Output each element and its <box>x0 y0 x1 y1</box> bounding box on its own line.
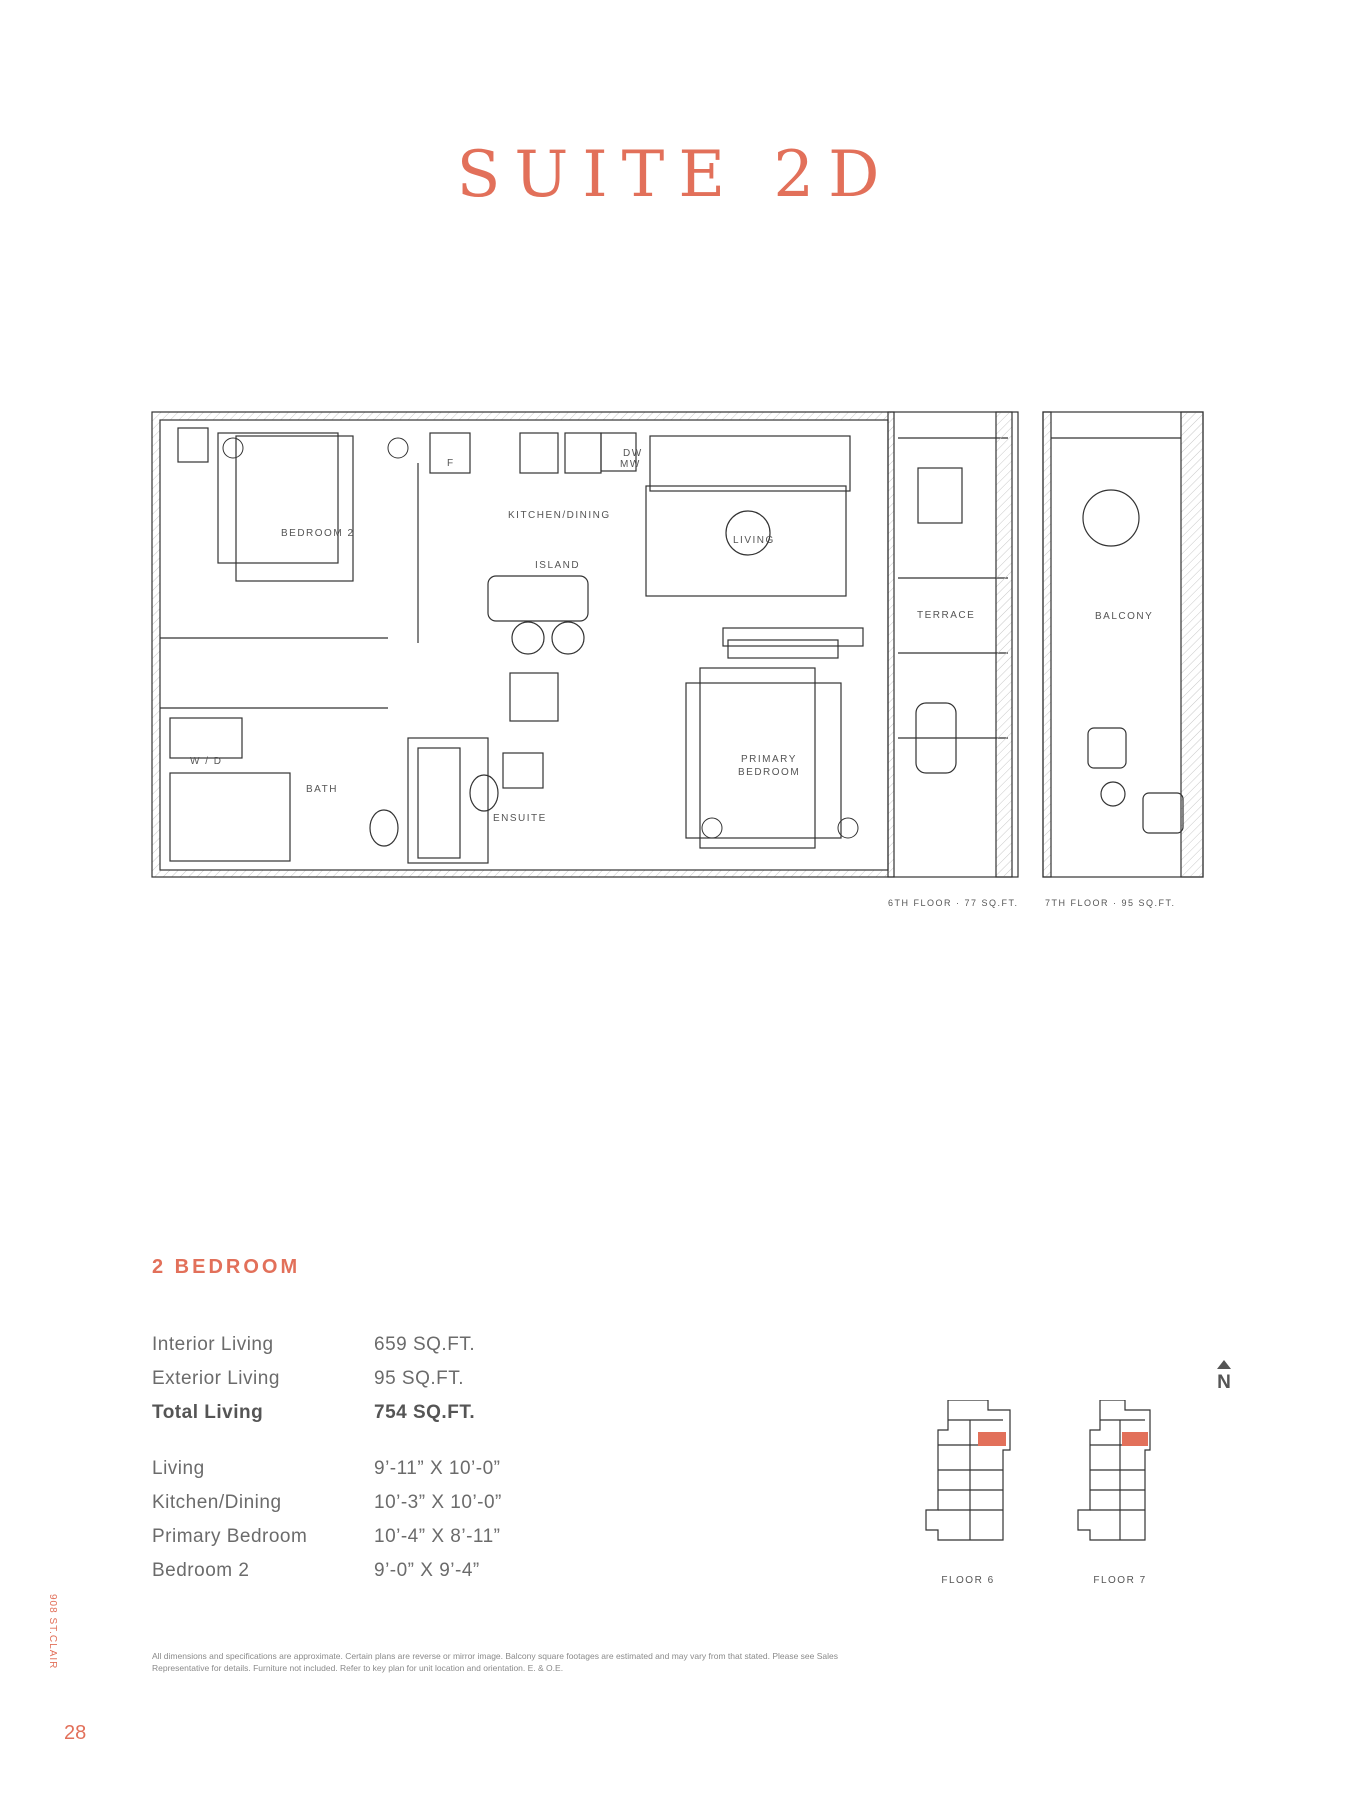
room-label-primary-2: BEDROOM <box>738 767 801 778</box>
room-label-bath: BATH <box>306 784 338 795</box>
spec-value: 659 SQ.FT. <box>374 1334 476 1355</box>
room-dim-value: 10’-4” X 8’-11” <box>374 1526 501 1547</box>
appliance-mw: MW <box>620 459 641 470</box>
room-label-primary-1: PRIMARY <box>741 754 797 765</box>
page-title: SUITE 2D <box>456 138 894 212</box>
room-label-island: ISLAND <box>535 560 581 571</box>
room-dim-label: Primary Bedroom <box>152 1526 308 1547</box>
keyplan-label-floor7: FLOOR 7 <box>1093 1575 1147 1586</box>
spec-label: Exterior Living <box>152 1368 280 1389</box>
room-dim-label: Living <box>152 1458 205 1479</box>
spec-value: 95 SQ.FT. <box>374 1368 465 1389</box>
appliance-fridge: F <box>447 458 455 469</box>
disclaimer: All dimensions and specifications are approximate. Certain plans are reverse or mirror image. Balcony square footages are estimated and may vary from that stated. Please see Sales Representative for details. Furniture not included. Refer to key plan for unit location and orientation. E. & O.E. <box>152 1651 839 1673</box>
spec-value: 754 SQ.FT. <box>374 1402 476 1423</box>
project-name-vertical: 908 ST.CLAIR <box>47 1594 58 1670</box>
page-number: 28 <box>64 1722 87 1744</box>
room-label-ensuite: ENSUITE <box>493 813 547 824</box>
room-dim-value: 9’-11” X 10’-0” <box>374 1458 501 1479</box>
room-label-wd: W / D <box>190 756 223 767</box>
appliance-dw: DW <box>623 448 643 459</box>
room-label-terrace: TERRACE <box>917 610 976 621</box>
keyplan-floor6 <box>918 1400 1018 1560</box>
balcony-caption: 7TH FLOOR · 95 SQ.FT. <box>1045 898 1176 908</box>
north-label: N <box>1217 1372 1231 1393</box>
room-dim-value: 9’-0” X 9’-4” <box>374 1560 480 1581</box>
room-dim-label: Kitchen/Dining <box>152 1492 282 1513</box>
spec-label: Interior Living <box>152 1334 274 1355</box>
keyplan-floor7 <box>1070 1400 1170 1560</box>
room-label-bedroom2: BEDROOM 2 <box>281 528 355 539</box>
room-dim-value: 10’-3” X 10’-0” <box>374 1492 502 1513</box>
north-arrow-icon <box>1217 1360 1231 1369</box>
floor-plan <box>148 408 1218 908</box>
room-label-balcony: BALCONY <box>1095 611 1154 622</box>
spec-label: Total Living <box>152 1402 264 1423</box>
room-dim-label: Bedroom 2 <box>152 1560 250 1581</box>
room-label-kitchen-dining: KITCHEN/DINING <box>508 510 611 521</box>
north-arrow <box>1212 1356 1236 1394</box>
keyplan-label-floor6: FLOOR 6 <box>941 1575 995 1586</box>
room-label-living: LIVING <box>733 535 775 546</box>
terrace-caption: 6TH FLOOR · 77 SQ.FT. <box>888 898 1019 908</box>
unit-type: 2 BEDROOM <box>152 1256 301 1278</box>
